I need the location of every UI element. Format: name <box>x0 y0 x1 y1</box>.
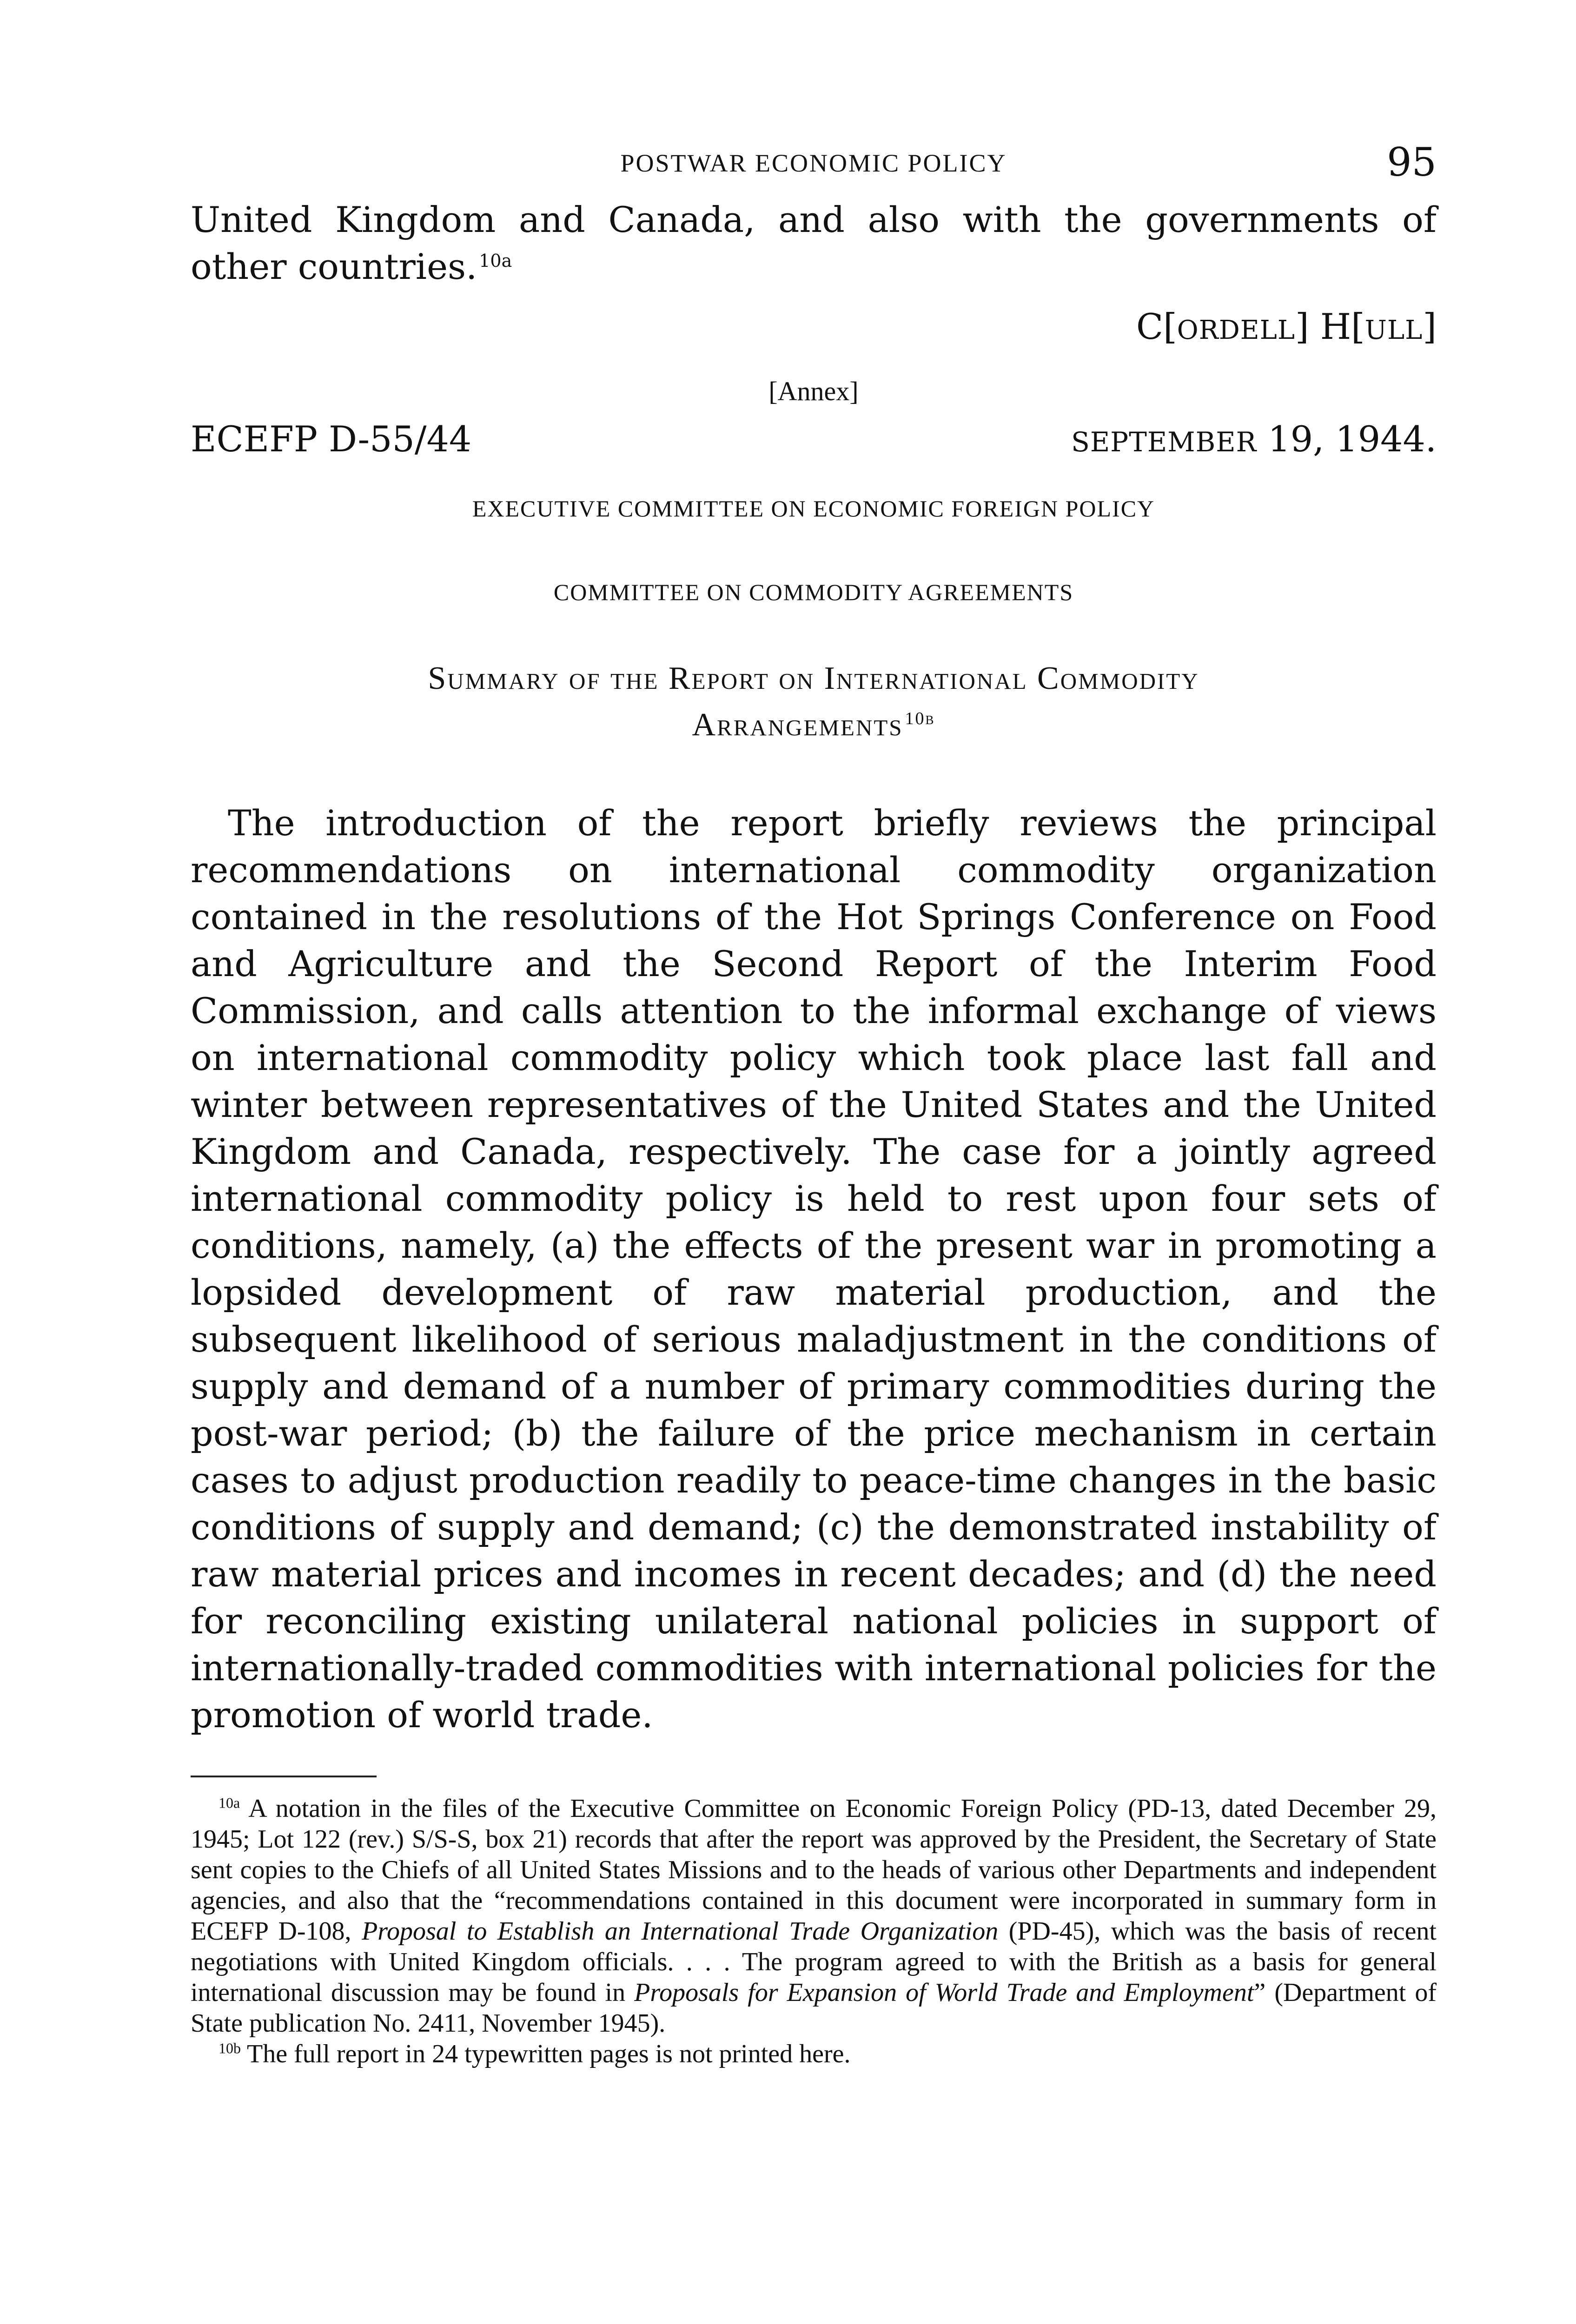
footnotes <box>191 1793 1437 2069</box>
subcommittee-heading: COMMITTEE ON COMMODITY AGREEMENTS <box>553 579 1074 605</box>
signature-h: ] H[ <box>1295 306 1365 347</box>
footnote-text: A notation in the files of the Executive Committee on Economic Foreign Policy (PD-13, dated December 29, 1945; Lot 122 (rev.) S/S-S, box 21) records that after the report was approved by the President, the Secretary of State sent copies to the Chiefs of all United States Missions and to the heads of various other Departments and independent agencies, and also that the “recommendations contained in this document were incorporated in summary form in ECEFP D-108, <box>191 1794 1437 1946</box>
footnote-text: (PD-45), which was the basis of recent negotiations with United Kingdom officials. . . . The program agreed to with the British as a basis for general international discussion may be found in <box>191 1917 1437 2007</box>
footnote-mark: 10b <box>219 2040 241 2057</box>
footnote-title-italic: Proposals for Expansion of World Trade and Employment <box>634 1978 1254 2007</box>
carryover-paragraph <box>191 196 1437 290</box>
annex-label: [Annex] <box>768 376 859 406</box>
footnote-text: ” (Department of State publication No. 2411, November 1945). <box>191 1978 1437 2038</box>
footnote-10a <box>191 1793 1437 2039</box>
signature <box>191 306 1437 352</box>
footnote-10b <box>191 2039 1437 2069</box>
signature-c: C[ <box>1136 306 1177 347</box>
carryover-text: United Kingdom and Canada, and also with the governments of other countries. <box>191 199 1437 287</box>
footnote-ref-10b: 10b <box>905 708 935 728</box>
document-id-row <box>191 418 1437 469</box>
footnote-title-italic: Proposal to Establish an International Trade Organization <box>362 1917 999 1946</box>
summary-paragraph: The introduction of the report briefly reviews the principal recommendations on international commodity organization contained in the resolutions of the Hot Springs Conference on Food and Agriculture and the Second Report of the Interim Food Commission, and calls attention to the informal exchange of views on international commodity policy which took place last fall and winter between representatives of the United States and the United Kingdom and Canada, respectively. The case for a jointly agreed international commodity policy is held to rest upon four sets of conditions, namely, (a) the effects of the present war in promoting a lopsided development of raw material production, and the subsequent likelihood of serious maladjustment in the conditions of supply and demand of a number of primary commodities during the post-war period; (b) the failure of the price mechanism in certain cases to adjust production readily to peace-time changes in the basic conditions of supply and demand; (c) the demonstrated instability of raw material prices and incomes in recent decades; and (d) the need for reconciling existing unilateral national policies in support of internationally-traded commodities with international policies for the promotion of world trade. <box>191 802 1437 1736</box>
document-date-month: SEPTEMBER <box>1071 426 1257 458</box>
signature-ull: ULL <box>1364 315 1423 345</box>
footnote-mark: 10a <box>219 1794 240 1811</box>
page-number: 95 <box>1387 139 1437 185</box>
document-date <box>1071 418 1437 460</box>
signature-end: ] <box>1423 306 1437 347</box>
summary-title-line2-text: Arrangements <box>692 707 903 743</box>
footnote-ref-10a: 10a <box>479 250 512 271</box>
summary-title-line1: Summary of the Report on International Commodity <box>428 660 1199 696</box>
document-date-rest: 19, 1944. <box>1257 418 1437 460</box>
page-header <box>191 139 1437 191</box>
document-id: ECEFP D-55/44 <box>191 418 472 460</box>
running-head: POSTWAR ECONOMIC POLICY <box>620 149 1007 177</box>
document-page <box>191 139 1437 2069</box>
summary-title <box>191 655 1437 748</box>
signature-ordell: ORDELL <box>1177 315 1296 345</box>
committee-heading: EXECUTIVE COMMITTEE ON ECONOMIC FOREIGN POLICY <box>472 495 1155 522</box>
footnote-rule <box>191 1776 377 1777</box>
footnote-text: The full report in 24 typewritten pages is not printed here. <box>241 2040 851 2068</box>
summary-title-line2 <box>191 702 1437 748</box>
